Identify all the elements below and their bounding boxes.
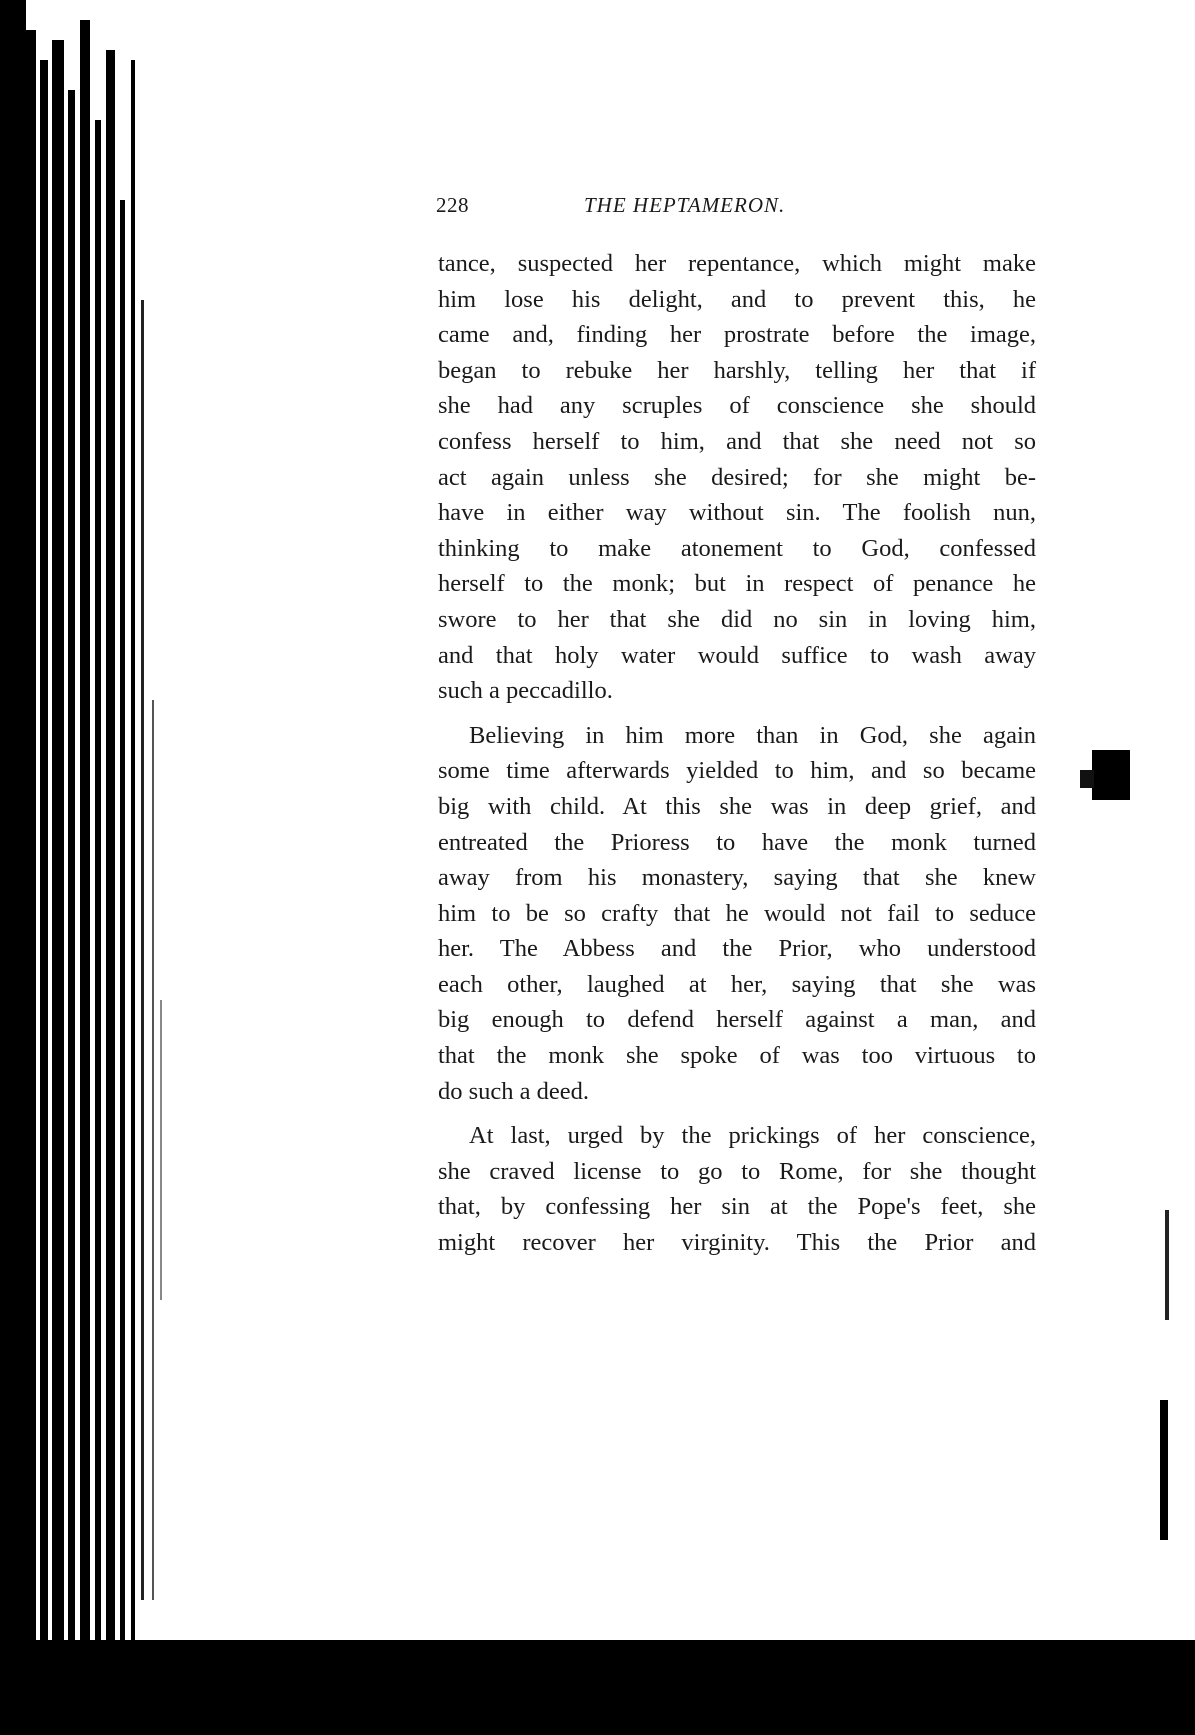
text-line: herself to the monk; but in respect of penance he [438,570,1036,598]
running-title: THE HEPTAMERON. [584,193,786,217]
page-number: 228 [436,193,469,217]
text-line: that the monk she spoke of was too virtuous to [438,1042,1036,1070]
text-line: that, by confessing her sin at the Pope's feet, she [438,1193,1036,1221]
text-line: and that holy water would suffice to wash away [438,641,1036,669]
text-line: swore to her that she did no sin in loving him, [438,605,1036,633]
paragraph [438,246,1036,709]
text-line: came and, finding her prostrate before the image, [438,321,1036,349]
running-header [436,193,1036,223]
paragraph [438,718,1036,1110]
text-line: began to rebuke her harshly, telling her that if [438,356,1036,384]
text-line: some time afterwards yielded to him, and so became [438,757,1036,785]
body-text [438,246,1036,1261]
text-line: big enough to defend herself against a man, and [438,1006,1036,1034]
text-line: such a peccadillo. [438,677,613,705]
text-line: Believing in him more than in God, she again [469,721,1036,749]
text-line: tance, suspected her repentance, which might make [438,250,1036,277]
text-line: do such a deed. [438,1077,590,1105]
text-line: she had any scruples of conscience she should [438,392,1036,420]
text-line: entreated the Prioress to have the monk turned [438,828,1036,856]
text-line: him to be so crafty that he would not fail to seduce [438,899,1036,927]
text-line: At last, urged by the prickings of her conscience, [469,1122,1036,1150]
book-spine-shadow [0,0,170,1735]
paragraph [438,1118,1036,1260]
text-line: big with child. At this she was in deep grief, and [438,792,1036,820]
text-line: him lose his delight, and to prevent this, he [438,285,1036,313]
text-line: away from his monastery, saying that she knew [438,864,1036,892]
text-line: each other, laughed at her, saying that she was [438,970,1036,998]
text-line: her. The Abbess and the Prior, who understood [438,935,1036,963]
text-line: thinking to make atonement to God, confessed [438,534,1036,562]
text-line: have in either way without sin. The foolish nun, [438,499,1036,527]
text-line: she craved license to go to Rome, for she thought [438,1157,1036,1185]
text-line: might recover her virginity. This the Prior and [438,1229,1036,1257]
margin-scan-marks [1080,740,1195,1540]
scan-shadow-bottom [0,1640,1195,1735]
text-line: act again unless she desired; for she might be- [438,463,1036,491]
text-line: confess herself to him, and that she need not so [438,427,1036,455]
